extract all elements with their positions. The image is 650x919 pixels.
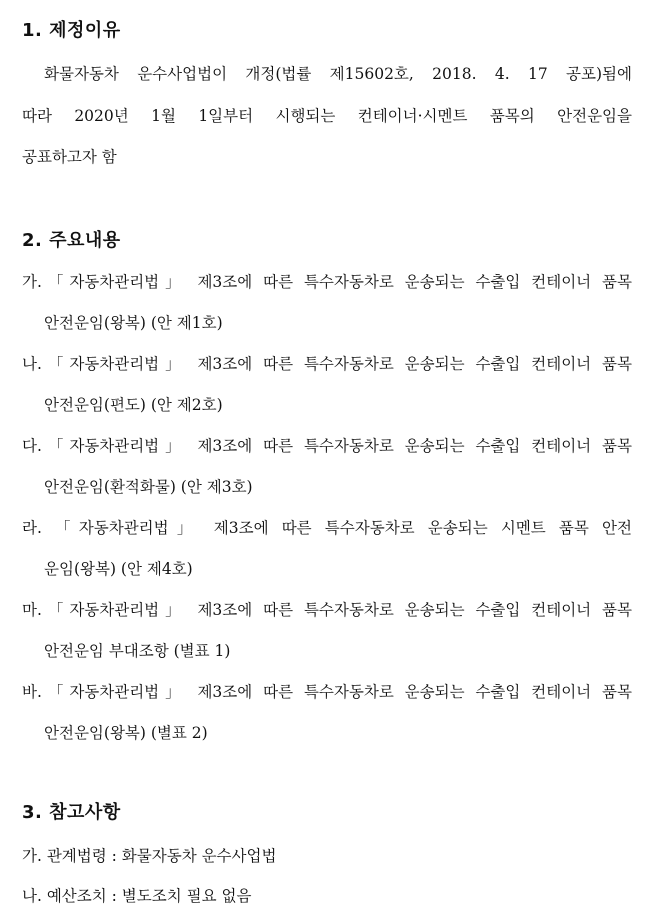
list-item-line-2: 운임(왕복) (안 제4호) (44, 560, 193, 578)
list-item-line-1: 나.「자동차관리법」 제3조에 따른 특수자동차로 운송되는 수출입 컨테이너 품목 (22, 355, 632, 373)
list-item-line-1: 다.「자동차관리법」 제3조에 따른 특수자동차로 운송되는 수출입 컨테이너 품목 (22, 437, 632, 455)
section-3-heading: 3. 참고사항 (22, 802, 121, 823)
list-item-line-2: 안전운임 부대조항 (별표 1) (44, 642, 231, 660)
section-1-heading: 1. 제정이유 (22, 20, 121, 41)
list-item-line-1: 마.「자동차관리법」 제3조에 따른 특수자동차로 운송되는 수출입 컨테이너 품목 (22, 601, 632, 619)
section-1-paragraph-line-1: 화물자동차 운수사업법이 개정(법률 제15602호, 2018. 4. 17 공포)됨에 (44, 65, 632, 83)
section-2-heading: 2. 주요내용 (22, 230, 121, 251)
section-1-paragraph-line-2: 따라 2020년 1월 1일부터 시행되는 컨테이너·시멘트 품목의 안전운임을 (22, 107, 632, 125)
list-item-line-2: 안전운임(환적화물) (안 제3호) (44, 478, 253, 496)
section-1-paragraph-line-3: 공표하고자 함 (22, 148, 117, 166)
list-item-line-1: 가.「자동차관리법」 제3조에 따른 특수자동차로 운송되는 수출입 컨테이너 품목 (22, 273, 632, 291)
reference-line-1: 가. 관계법령 : 화물자동차 운수사업법 (22, 847, 277, 865)
list-item-line-2: 안전운임(왕복) (별표 2) (44, 724, 208, 742)
reference-line-2: 나. 예산조치 : 별도조치 필요 없음 (22, 887, 252, 905)
list-item-line-2: 안전운임(편도) (안 제2호) (44, 396, 223, 414)
list-item-line-1: 바.「자동차관리법」 제3조에 따른 특수자동차로 운송되는 수출입 컨테이너 품목 (22, 683, 632, 701)
list-item-line-1: 라. 「자동차관리법」 제3조에 따른 특수자동차로 운송되는 시멘트 품목 안전 (22, 519, 632, 537)
list-item-line-2: 안전운임(왕복) (안 제1호) (44, 314, 223, 332)
